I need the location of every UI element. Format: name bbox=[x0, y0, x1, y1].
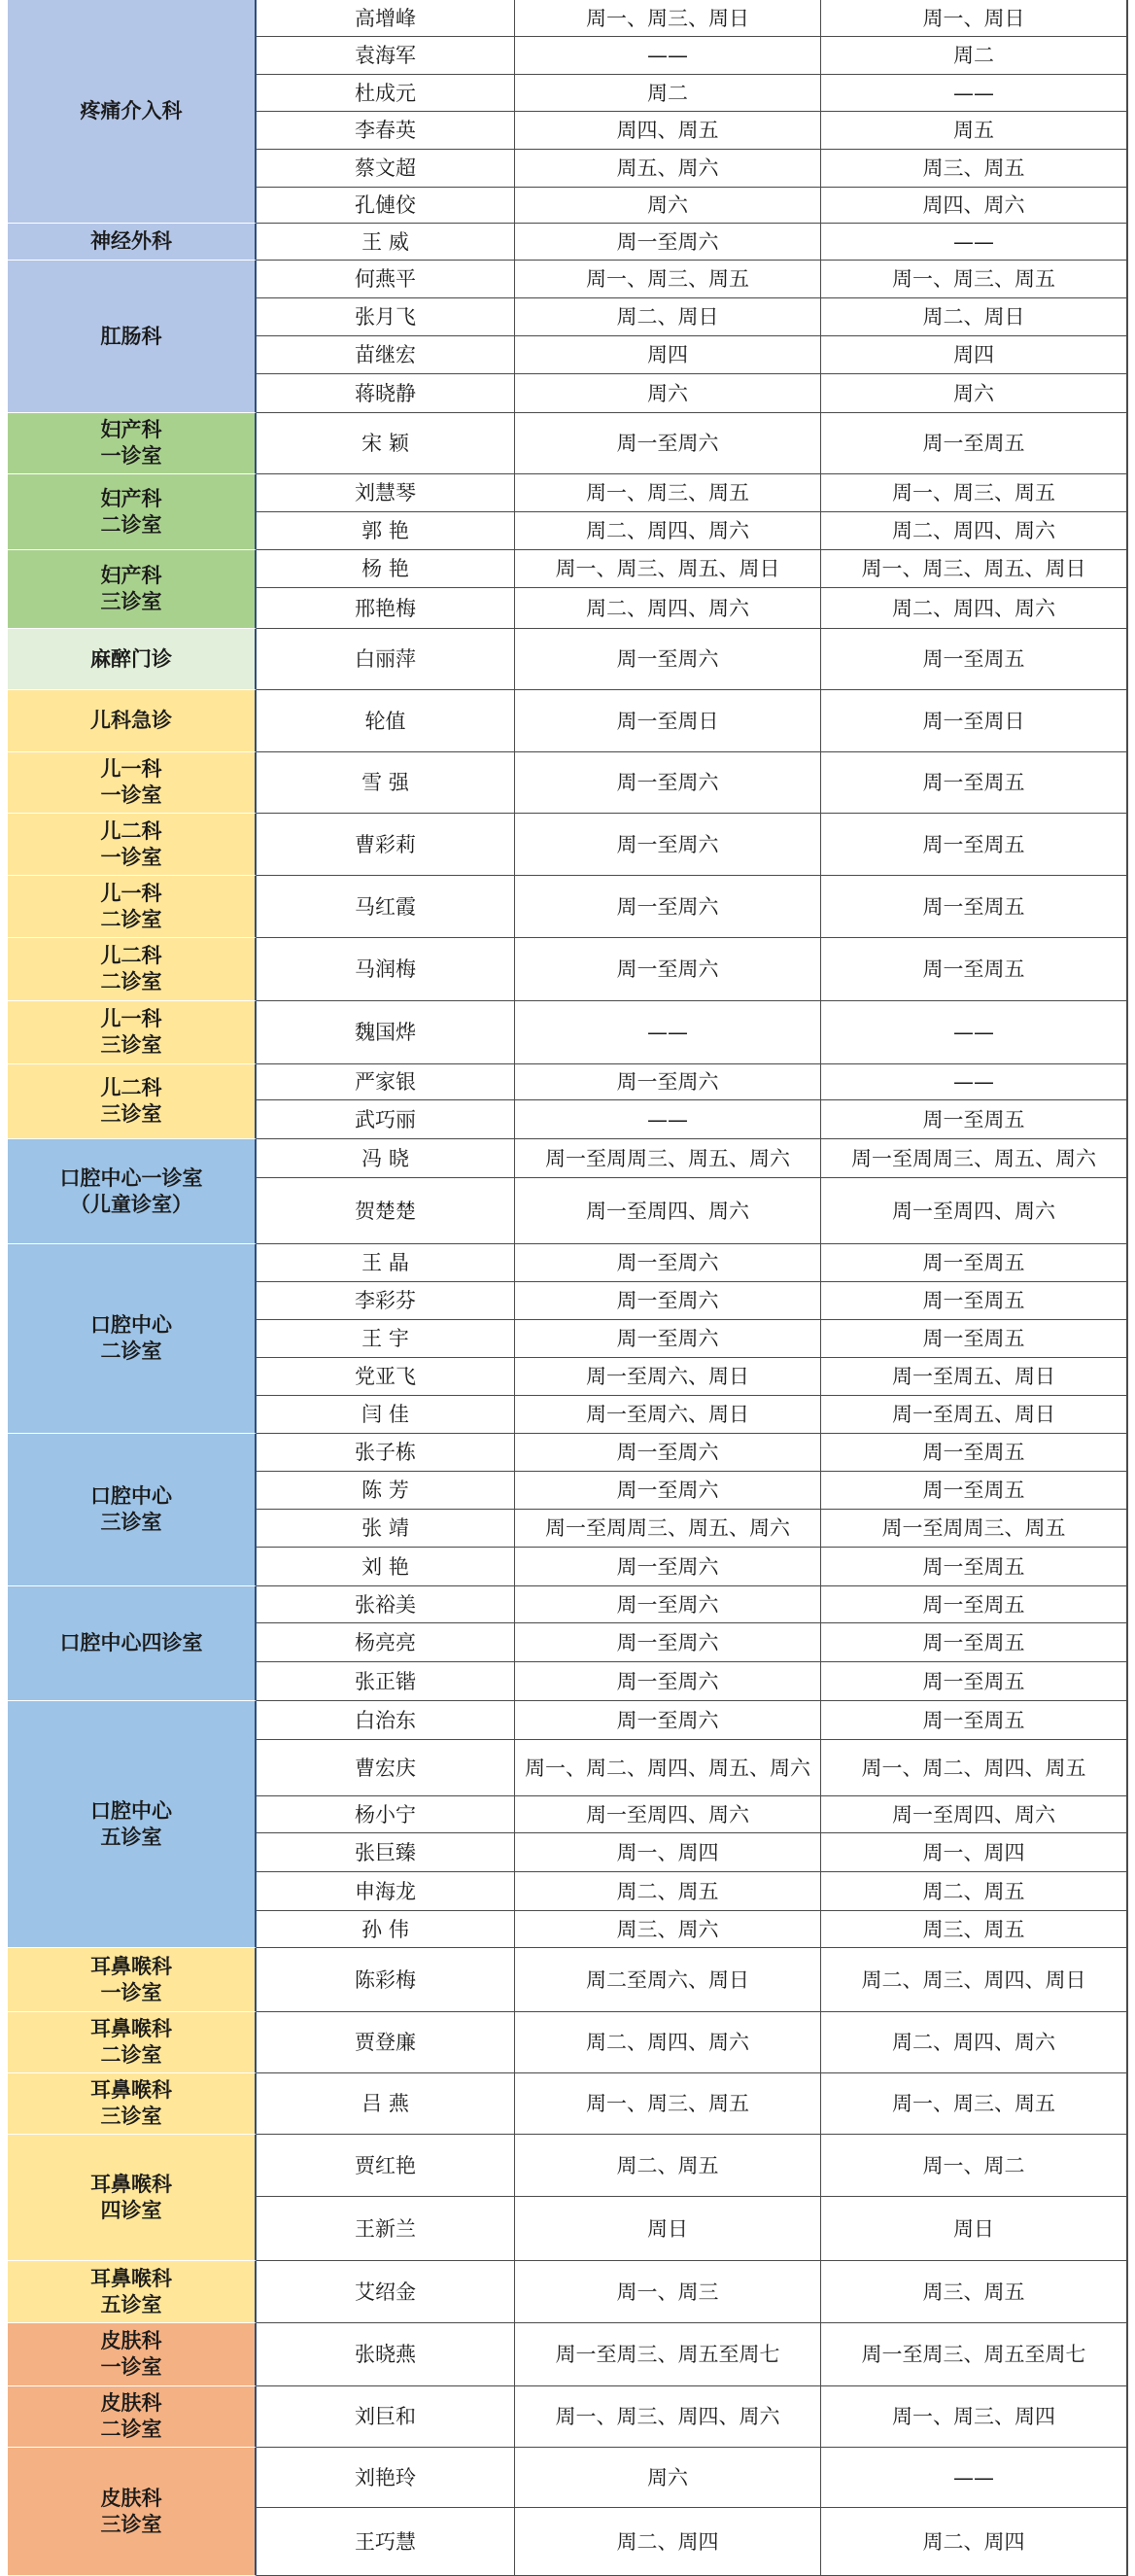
schedule-cell-secondary: —— bbox=[821, 75, 1127, 112]
doctor-name-cell: 刘慧琴 bbox=[257, 474, 515, 512]
schedule-cell-primary: 周一至周六 bbox=[515, 938, 821, 1001]
doctor-name-cell: 贾登廉 bbox=[257, 2012, 515, 2073]
department-cell: 口腔中心 五诊室 bbox=[8, 1701, 257, 1948]
doctor-name-cell: 贺楚楚 bbox=[257, 1178, 515, 1244]
schedule-cell-secondary: 周四、周六 bbox=[821, 188, 1127, 224]
schedule-cell-primary: 周一至周日 bbox=[515, 690, 821, 752]
doctor-name-cell: 蒋晓静 bbox=[257, 374, 515, 413]
department-cell: 妇产科 三诊室 bbox=[8, 550, 257, 629]
doctor-name-cell: 马红霞 bbox=[257, 876, 515, 938]
doctor-name-cell: 张晓燕 bbox=[257, 2323, 515, 2386]
schedule-cell-secondary: 周一至周五 bbox=[821, 1548, 1127, 1586]
schedule-cell-secondary: —— bbox=[821, 1064, 1127, 1100]
schedule-cell-secondary: 周五 bbox=[821, 112, 1127, 150]
schedule-cell-secondary: 周三、周五 bbox=[821, 2261, 1127, 2323]
schedule-cell-primary: 周日 bbox=[515, 2197, 821, 2261]
schedule-cell-secondary: 周一、周二 bbox=[821, 2135, 1127, 2197]
schedule-cell-primary: 周二、周日 bbox=[515, 298, 821, 336]
schedule-cell-primary: 周一至周周三、周五、周六 bbox=[515, 1510, 821, 1548]
schedule-cell-primary: 周一、周三 bbox=[515, 2261, 821, 2323]
schedule-cell-primary: —— bbox=[515, 1100, 821, 1139]
schedule-cell-primary: 周一、周三、周五 bbox=[515, 474, 821, 512]
doctor-name-cell: 贾红艳 bbox=[257, 2135, 515, 2197]
schedule-cell-primary: 周四、周五 bbox=[515, 112, 821, 150]
department-cell: 神经外科 bbox=[8, 224, 257, 261]
doctor-name-cell: 刘巨和 bbox=[257, 2386, 515, 2448]
schedule-cell-secondary: 周一、周三、周五 bbox=[821, 261, 1127, 298]
schedule-cell-primary: 周一、周三、周五 bbox=[515, 2073, 821, 2135]
schedule-cell-secondary: 周二、周四、周六 bbox=[821, 2012, 1127, 2073]
department-cell: 妇产科 一诊室 bbox=[8, 413, 257, 474]
schedule-cell-secondary: 周一、周三、周五 bbox=[821, 2073, 1127, 2135]
department-cell: 耳鼻喉科 三诊室 bbox=[8, 2073, 257, 2135]
department-cell: 儿二科 三诊室 bbox=[8, 1064, 257, 1139]
department-cell: 肛肠科 bbox=[8, 261, 257, 413]
doctor-name-cell: 郭 艳 bbox=[257, 512, 515, 550]
doctor-name-cell: 艾绍金 bbox=[257, 2261, 515, 2323]
doctor-name-cell: 杜成元 bbox=[257, 75, 515, 112]
schedule-cell-secondary: 周二、周三、周四、周日 bbox=[821, 1948, 1127, 2012]
doctor-name-cell: 曹宏庆 bbox=[257, 1740, 515, 1796]
doctor-name-cell: 何燕平 bbox=[257, 261, 515, 298]
schedule-cell-primary: 周一至周六 bbox=[515, 1064, 821, 1100]
doctor-name-cell: 张巨臻 bbox=[257, 1833, 515, 1872]
schedule-cell-primary: 周二、周四、周六 bbox=[515, 2012, 821, 2073]
department-cell: 儿一科 二诊室 bbox=[8, 876, 257, 938]
doctor-name-cell: 白治东 bbox=[257, 1701, 515, 1740]
doctor-name-cell: 邢艳梅 bbox=[257, 588, 515, 629]
schedule-cell-primary: 周二 bbox=[515, 75, 821, 112]
schedule-cell-secondary: 周一至周日 bbox=[821, 690, 1127, 752]
department-cell: 儿一科 一诊室 bbox=[8, 752, 257, 814]
schedule-cell-secondary: 周一至周五 bbox=[821, 1434, 1127, 1472]
department-cell: 皮肤科 三诊室 bbox=[8, 2448, 257, 2576]
schedule-cell-secondary: 周一至周三、周五至周七 bbox=[821, 2323, 1127, 2386]
schedule-cell-primary: 周一至周六 bbox=[515, 1320, 821, 1358]
schedule-cell-primary: 周二、周五 bbox=[515, 2135, 821, 2197]
schedule-cell-secondary: 周二、周日 bbox=[821, 298, 1127, 336]
schedule-cell-primary: 周六 bbox=[515, 188, 821, 224]
department-cell: 儿科急诊 bbox=[8, 690, 257, 752]
doctor-name-cell: 李彩芬 bbox=[257, 1282, 515, 1320]
doctor-name-cell: 王 晶 bbox=[257, 1244, 515, 1282]
schedule-cell-primary: 周一至周六 bbox=[515, 1282, 821, 1320]
schedule-cell-primary: 周一至周六、周日 bbox=[515, 1396, 821, 1434]
department-cell: 口腔中心一诊室 （儿童诊室） bbox=[8, 1139, 257, 1244]
doctor-name-cell: 申海龙 bbox=[257, 1872, 515, 1911]
schedule-cell-primary: 周一至周四、周六 bbox=[515, 1796, 821, 1833]
schedule-cell-primary: 周一至周三、周五至周七 bbox=[515, 2323, 821, 2386]
schedule-cell-primary: 周一、周三、周五 bbox=[515, 261, 821, 298]
schedule-cell-primary: 周一至周六 bbox=[515, 1586, 821, 1623]
schedule-cell-secondary: 周一、周日 bbox=[821, 0, 1127, 37]
schedule-cell-primary: 周一至周六 bbox=[515, 629, 821, 690]
schedule-cell-primary: 周一、周三、周五、周日 bbox=[515, 550, 821, 588]
doctor-name-cell: 刘艳玲 bbox=[257, 2448, 515, 2508]
schedule-cell-primary: 周二、周五 bbox=[515, 1872, 821, 1911]
doctor-name-cell: 张子栋 bbox=[257, 1434, 515, 1472]
schedule-cell-primary: 周一至周六、周日 bbox=[515, 1358, 821, 1396]
schedule-cell-primary: 周一至周六 bbox=[515, 224, 821, 261]
doctor-name-cell: 李春英 bbox=[257, 112, 515, 150]
doctor-name-cell: 冯 晓 bbox=[257, 1139, 515, 1178]
department-cell: 耳鼻喉科 五诊室 bbox=[8, 2261, 257, 2323]
doctor-name-cell: 陈 芳 bbox=[257, 1472, 515, 1510]
schedule-cell-secondary: 周一、周三、周四 bbox=[821, 2386, 1127, 2448]
department-cell: 口腔中心四诊室 bbox=[8, 1586, 257, 1701]
department-cell: 妇产科 二诊室 bbox=[8, 474, 257, 550]
doctor-name-cell: 宋 颖 bbox=[257, 413, 515, 474]
schedule-cell-secondary: 周日 bbox=[821, 2197, 1127, 2261]
doctor-name-cell: 吕 燕 bbox=[257, 2073, 515, 2135]
doctor-name-cell: 严家银 bbox=[257, 1064, 515, 1100]
schedule-cell-secondary: 周二、周四、周六 bbox=[821, 512, 1127, 550]
schedule-cell-secondary: —— bbox=[821, 1001, 1127, 1064]
schedule-cell-primary: 周一至周六 bbox=[515, 1623, 821, 1662]
schedule-cell-secondary: 周三、周五 bbox=[821, 1911, 1127, 1948]
schedule-cell-secondary: 周一至周五 bbox=[821, 876, 1127, 938]
schedule-cell-secondary: 周四 bbox=[821, 336, 1127, 374]
schedule-cell-primary: 周一至周六 bbox=[515, 1701, 821, 1740]
schedule-cell-primary: 周二、周四、周六 bbox=[515, 512, 821, 550]
schedule-cell-secondary: 周一至周五 bbox=[821, 814, 1127, 876]
schedule-cell-primary: 周一至周六 bbox=[515, 1548, 821, 1586]
schedule-cell-primary: —— bbox=[515, 1001, 821, 1064]
schedule-cell-secondary: 周一至周五 bbox=[821, 413, 1127, 474]
schedule-cell-primary: 周一、周二、周四、周五、周六 bbox=[515, 1740, 821, 1796]
department-cell: 麻醉门诊 bbox=[8, 629, 257, 690]
schedule-cell-secondary: 周一至周四、周六 bbox=[821, 1178, 1127, 1244]
doctor-name-cell: 苗继宏 bbox=[257, 336, 515, 374]
doctor-name-cell: 孙 伟 bbox=[257, 1911, 515, 1948]
doctor-name-cell: 魏国烨 bbox=[257, 1001, 515, 1064]
doctor-name-cell: 闫 佳 bbox=[257, 1396, 515, 1434]
schedule-cell-secondary: 周一至周五 bbox=[821, 1472, 1127, 1510]
doctor-name-cell: 张 靖 bbox=[257, 1510, 515, 1548]
schedule-cell-secondary: 周二、周四 bbox=[821, 2508, 1127, 2576]
doctor-name-cell: 王新兰 bbox=[257, 2197, 515, 2261]
schedule-cell-secondary: 周一至周五 bbox=[821, 752, 1127, 814]
department-cell: 皮肤科 一诊室 bbox=[8, 2323, 257, 2386]
doctor-name-cell: 蔡文超 bbox=[257, 150, 515, 188]
schedule-cell-secondary: 周一至周五 bbox=[821, 1244, 1127, 1282]
doctor-name-cell: 张正锴 bbox=[257, 1662, 515, 1701]
department-cell: 疼痛介入科 bbox=[8, 0, 257, 224]
doctor-name-cell: 雪 强 bbox=[257, 752, 515, 814]
schedule-cell-primary: 周一至周周三、周五、周六 bbox=[515, 1139, 821, 1178]
department-cell: 儿二科 一诊室 bbox=[8, 814, 257, 876]
schedule-cell-primary: 周二至周六、周日 bbox=[515, 1948, 821, 2012]
schedule-cell-secondary: 周一至周四、周六 bbox=[821, 1796, 1127, 1833]
doctor-name-cell: 孔僆佼 bbox=[257, 188, 515, 224]
schedule-cell-secondary: 周六 bbox=[821, 374, 1127, 413]
doctor-name-cell: 袁海军 bbox=[257, 37, 515, 75]
schedule-cell-primary: 周一、周三、周四、周六 bbox=[515, 2386, 821, 2448]
doctor-name-cell: 王 宇 bbox=[257, 1320, 515, 1358]
department-cell: 口腔中心 二诊室 bbox=[8, 1244, 257, 1434]
doctor-name-cell: 白丽萍 bbox=[257, 629, 515, 690]
department-cell: 耳鼻喉科 四诊室 bbox=[8, 2135, 257, 2261]
schedule-cell-secondary: —— bbox=[821, 2448, 1127, 2508]
department-cell: 口腔中心 三诊室 bbox=[8, 1434, 257, 1586]
schedule-cell-secondary: 周一至周五 bbox=[821, 1662, 1127, 1701]
doctor-name-cell: 刘 艳 bbox=[257, 1548, 515, 1586]
schedule-cell-secondary: 周一至周五 bbox=[821, 629, 1127, 690]
doctor-name-cell: 曹彩莉 bbox=[257, 814, 515, 876]
schedule-cell-secondary: 周一至周五 bbox=[821, 1320, 1127, 1358]
schedule-cell-secondary: 周三、周五 bbox=[821, 150, 1127, 188]
schedule-cell-primary: 周二、周四、周六 bbox=[515, 588, 821, 629]
schedule-cell-secondary: 周二、周五 bbox=[821, 1872, 1127, 1911]
doctor-name-cell: 杨小宁 bbox=[257, 1796, 515, 1833]
schedule-cell-primary: 周四 bbox=[515, 336, 821, 374]
schedule-cell-primary: —— bbox=[515, 37, 821, 75]
schedule-cell-secondary: 周一、周三、周五、周日 bbox=[821, 550, 1127, 588]
schedule-cell-primary: 周六 bbox=[515, 2448, 821, 2508]
schedule-cell-primary: 周一至周六 bbox=[515, 413, 821, 474]
doctor-name-cell: 杨亮亮 bbox=[257, 1623, 515, 1662]
department-cell: 耳鼻喉科 一诊室 bbox=[8, 1948, 257, 2012]
schedule-cell-primary: 周一至周六 bbox=[515, 1472, 821, 1510]
schedule-cell-secondary: 周一至周五 bbox=[821, 1701, 1127, 1740]
schedule-cell-primary: 周五、周六 bbox=[515, 150, 821, 188]
schedule-cell-secondary: 周一至周五 bbox=[821, 938, 1127, 1001]
schedule-cell-primary: 周一、周四 bbox=[515, 1833, 821, 1872]
schedule-cell-primary: 周一至周六 bbox=[515, 752, 821, 814]
doctor-name-cell: 杨 艳 bbox=[257, 550, 515, 588]
doctor-name-cell: 高增峰 bbox=[257, 0, 515, 37]
schedule-cell-secondary: 周一至周周三、周五 bbox=[821, 1510, 1127, 1548]
schedule-cell-primary: 周三、周六 bbox=[515, 1911, 821, 1948]
doctor-name-cell: 党亚飞 bbox=[257, 1358, 515, 1396]
doctor-name-cell: 张裕美 bbox=[257, 1586, 515, 1623]
doctor-name-cell: 张月飞 bbox=[257, 298, 515, 336]
doctor-name-cell: 陈彩梅 bbox=[257, 1948, 515, 2012]
department-cell: 儿二科 二诊室 bbox=[8, 938, 257, 1001]
doctor-name-cell: 武巧丽 bbox=[257, 1100, 515, 1139]
schedule-cell-primary: 周一至周六 bbox=[515, 1244, 821, 1282]
schedule-cell-secondary: —— bbox=[821, 224, 1127, 261]
schedule-cell-secondary: 周一至周周三、周五、周六 bbox=[821, 1139, 1127, 1178]
doctor-name-cell: 马润梅 bbox=[257, 938, 515, 1001]
schedule-cell-primary: 周一至周六 bbox=[515, 876, 821, 938]
schedule-cell-primary: 周一、周三、周日 bbox=[515, 0, 821, 37]
department-cell: 儿一科 三诊室 bbox=[8, 1001, 257, 1064]
doctor-name-cell: 王 威 bbox=[257, 224, 515, 261]
schedule-cell-secondary: 周一至周五 bbox=[821, 1100, 1127, 1139]
schedule-cell-primary: 周一至周六 bbox=[515, 1434, 821, 1472]
schedule-cell-secondary: 周一、周四 bbox=[821, 1833, 1127, 1872]
schedule-cell-secondary: 周一、周二、周四、周五 bbox=[821, 1740, 1127, 1796]
table-right-border bbox=[1127, 0, 1128, 2576]
schedule-cell-secondary: 周一至周五、周日 bbox=[821, 1396, 1127, 1434]
department-cell: 皮肤科 二诊室 bbox=[8, 2386, 257, 2448]
doctor-name-cell: 轮值 bbox=[257, 690, 515, 752]
schedule-cell-secondary: 周一至周五 bbox=[821, 1586, 1127, 1623]
schedule-cell-secondary: 周一至周五 bbox=[821, 1623, 1127, 1662]
schedule-cell-primary: 周一至周六 bbox=[515, 1662, 821, 1701]
schedule-cell-primary: 周一至周六 bbox=[515, 814, 821, 876]
schedule-cell-secondary: 周二 bbox=[821, 37, 1127, 75]
schedule-cell-primary: 周一至周四、周六 bbox=[515, 1178, 821, 1244]
doctor-name-cell: 王巧慧 bbox=[257, 2508, 515, 2576]
schedule-cell-secondary: 周一至周五、周日 bbox=[821, 1358, 1127, 1396]
schedule-cell-primary: 周二、周四 bbox=[515, 2508, 821, 2576]
schedule-cell-primary: 周六 bbox=[515, 374, 821, 413]
schedule-cell-secondary: 周一、周三、周五 bbox=[821, 474, 1127, 512]
department-cell: 耳鼻喉科 二诊室 bbox=[8, 2012, 257, 2073]
schedule-cell-secondary: 周一至周五 bbox=[821, 1282, 1127, 1320]
schedule-cell-secondary: 周二、周四、周六 bbox=[821, 588, 1127, 629]
